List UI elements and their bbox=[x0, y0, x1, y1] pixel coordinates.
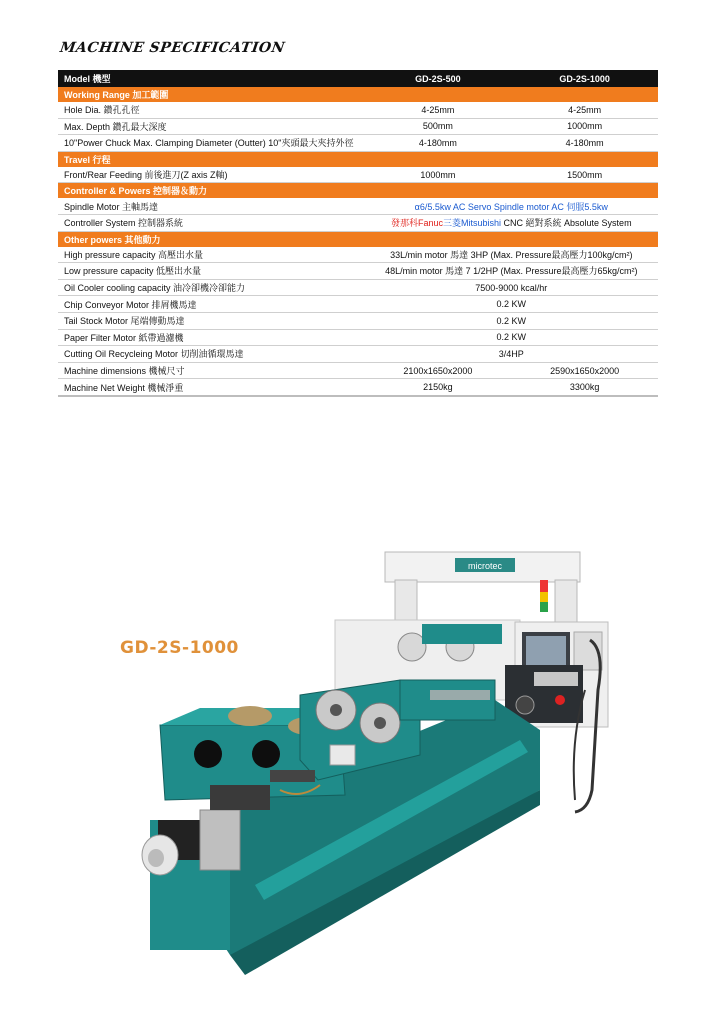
row-label: Spindle Motor 主軸馬達 bbox=[58, 198, 365, 214]
row-value-500: 2150kg bbox=[365, 379, 512, 396]
header-col2: GD-2S-1000 bbox=[511, 70, 658, 87]
table-row bbox=[58, 312, 658, 329]
model-caption: GD-2S-1000 bbox=[120, 638, 239, 658]
table-row bbox=[58, 346, 658, 363]
table-row bbox=[58, 296, 658, 313]
row-value-1000: 1500mm bbox=[511, 167, 658, 183]
row-label: Paper Filter Motor 紙帶過濾機 bbox=[58, 329, 365, 346]
row-label: Oil Cooler cooling capacity 油冷卻機冷卻能力 bbox=[58, 279, 365, 296]
row-value-controller bbox=[365, 214, 658, 231]
row-label: Low pressure capacity 低壓出水量 bbox=[58, 263, 365, 280]
row-label: Controller System 控制器系統 bbox=[58, 214, 365, 231]
row-value: 3/4HP bbox=[365, 346, 658, 363]
table-row bbox=[58, 214, 658, 231]
row-value: 0.2 KW bbox=[365, 312, 658, 329]
row-label: Tail Stock Motor 尾端傳動馬達 bbox=[58, 312, 365, 329]
cnc-text: CNC 絕對系統 Absolute System bbox=[501, 218, 632, 229]
row-label: Hole Dia. 鑽孔孔徑 bbox=[58, 102, 365, 118]
row-value: 33L/min motor 馬達 3HP (Max. Pressure最高壓力100kg/cm²) bbox=[365, 247, 658, 263]
header-col1: GD-2S-500 bbox=[365, 70, 512, 87]
row-label: 10"Power Chuck Max. Clamping Diameter (Outter) 10"夾頭最大夾持外徑 bbox=[58, 135, 365, 152]
row-value-500: 500mm bbox=[365, 118, 512, 135]
table-row bbox=[58, 379, 658, 396]
fanuc-text: 發那科Fanuc bbox=[391, 218, 444, 229]
table-row bbox=[58, 263, 658, 280]
table-row bbox=[58, 135, 658, 152]
table-row bbox=[58, 329, 658, 346]
row-value-1000: 3300kg bbox=[511, 379, 658, 396]
row-value: 7500-9000 kcal/hr bbox=[365, 279, 658, 296]
spec-table bbox=[58, 70, 658, 397]
row-value-spindle: α6/5.5kw AC Servo Spindle motor AC 伺服5.5kw bbox=[365, 198, 658, 214]
machine-illustration bbox=[0, 540, 720, 1010]
row-value-500: 1000mm bbox=[365, 167, 512, 183]
row-label: Machine Net Weight 機械淨重 bbox=[58, 379, 365, 396]
table-row bbox=[58, 167, 658, 183]
row-value-1000: 1000mm bbox=[511, 118, 658, 135]
table-row bbox=[58, 247, 658, 263]
section-controller-powers: Controller & Powers 控制器＆動力 bbox=[58, 183, 658, 199]
row-value-1000: 4-180mm bbox=[511, 135, 658, 152]
table-row bbox=[58, 279, 658, 296]
table-header-row bbox=[58, 70, 658, 87]
row-label: Cutting Oil Recycleing Motor 切削油循環馬達 bbox=[58, 346, 365, 363]
page-title: MACHINE SPECIFICATION bbox=[58, 40, 286, 56]
table-row bbox=[58, 118, 658, 135]
row-value: 0.2 KW bbox=[365, 329, 658, 346]
row-value-1000: 4-25mm bbox=[511, 102, 658, 118]
table-row bbox=[58, 362, 658, 379]
table-row bbox=[58, 102, 658, 118]
row-label: High pressure capacity 高壓出水量 bbox=[58, 247, 365, 263]
section-working-range: Working Range 加工範圍 bbox=[58, 87, 658, 102]
row-value-500: 4-180mm bbox=[365, 135, 512, 152]
row-value: 0.2 KW bbox=[365, 296, 658, 313]
row-label: Max. Depth 鑽孔最大深度 bbox=[58, 118, 365, 135]
row-value-500: 2100x1650x2000 bbox=[365, 362, 512, 379]
mitsubishi-text: 三菱Mitsubishi bbox=[443, 218, 502, 229]
row-value: 48L/min motor 馬達 7 1/2HP (Max. Pressure最高壓力65kg/cm²) bbox=[365, 263, 658, 280]
section-travel: Travel 行程 bbox=[58, 151, 658, 167]
row-label: Machine dimensions 機械尺寸 bbox=[58, 362, 365, 379]
row-label: Chip Conveyor Motor 排屑機馬達 bbox=[58, 296, 365, 313]
row-label: Front/Rear Feeding 前後進刀(Z axis Z軸) bbox=[58, 167, 365, 183]
section-other-powers: Other powers 其他動力 bbox=[58, 231, 658, 247]
table-row bbox=[58, 198, 658, 214]
row-value-1000: 2590x1650x2000 bbox=[511, 362, 658, 379]
row-value-500: 4-25mm bbox=[365, 102, 512, 118]
header-label: Model 機型 bbox=[58, 70, 365, 87]
brand-logo: microtec bbox=[467, 561, 503, 571]
